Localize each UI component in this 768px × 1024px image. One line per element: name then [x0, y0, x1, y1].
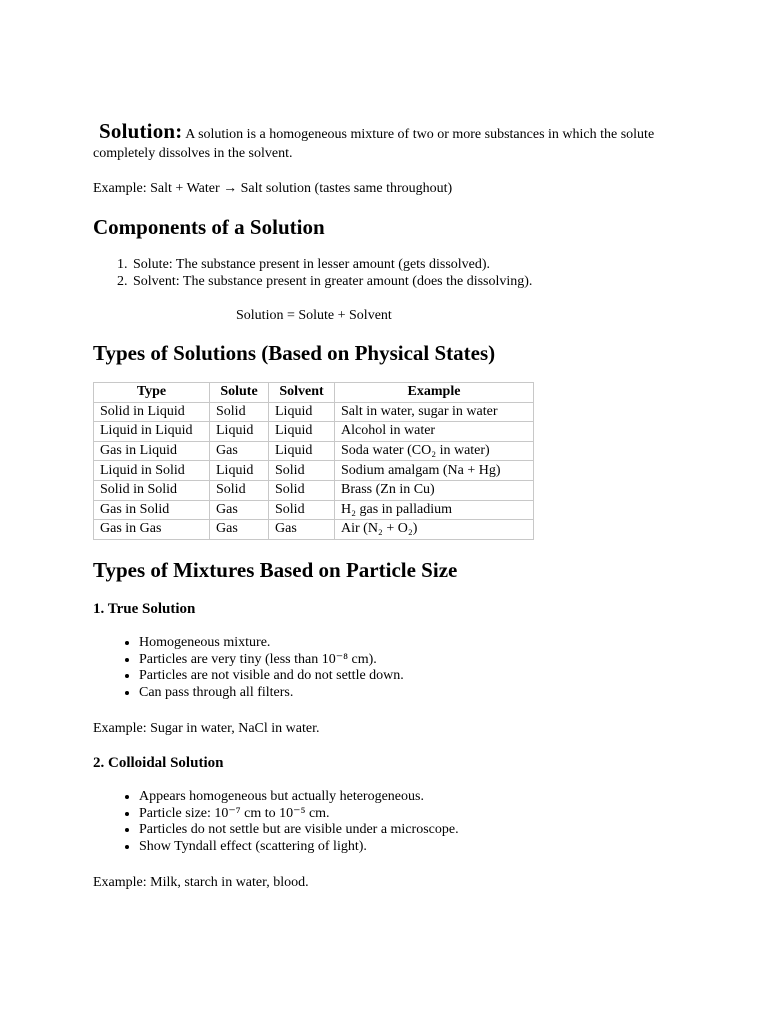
table-cell: Solid [269, 500, 335, 520]
true-solution-list-block [93, 635, 708, 701]
table-cell: Sodium amalgam (Na + Hg) [335, 461, 534, 481]
list-item: • Homogeneous mixture. [139, 635, 708, 652]
list-item: 2. Solvent: The substance present in greater amount (does the dissolving). [131, 273, 708, 290]
table-row [94, 461, 534, 481]
table-cell: Liquid [210, 422, 269, 442]
table-header-row [94, 383, 534, 403]
colloidal-list [93, 789, 708, 855]
list-item: • Particles are very tiny (less than 10⁻⁸ cm). [139, 652, 708, 669]
components-heading: Components of a Solution [93, 215, 325, 239]
colloidal-heading-block [93, 753, 708, 773]
table-row [94, 422, 534, 442]
types-table-wrap [93, 382, 534, 540]
table-cell: H₂ gas in palladium [335, 500, 534, 520]
column-header: Example [335, 383, 534, 403]
formula: Solution = Solute + Solvent [236, 308, 392, 323]
table-cell: Liquid [210, 461, 269, 481]
mixtures-section [93, 557, 708, 583]
intro-term: Solution: [99, 119, 183, 143]
table-row [94, 520, 534, 540]
table-cell: Liquid in Liquid [94, 422, 210, 442]
true-solution-example-block [93, 719, 708, 738]
mixtures-heading: Types of Mixtures Based on Particle Size [93, 558, 458, 582]
types-table [93, 382, 534, 540]
true-solution-heading: 1. True Solution [93, 601, 196, 617]
table-cell: Liquid in Solid [94, 461, 210, 481]
true-solution-example: Example: Sugar in water, NaCl in water. [93, 721, 320, 736]
list-item: • Particle size: 10⁻⁷ cm to 10⁻⁵ cm. [139, 806, 708, 823]
types-section [93, 340, 708, 366]
table-row [94, 500, 534, 520]
list-item: • Can pass through all filters. [139, 685, 708, 702]
table-cell: Gas [210, 520, 269, 540]
table-cell: Solid [269, 480, 335, 500]
table-cell: Solid [210, 402, 269, 422]
list-item: • Particles are not visible and do not settle down. [139, 668, 708, 685]
table-cell: Solid in Solid [94, 480, 210, 500]
list-item: • Show Tyndall effect (scattering of light). [139, 839, 708, 856]
intro-example-text: Example: Salt + Water → Salt solution (tastes same throughout) [93, 181, 453, 196]
table-cell: Soda water (CO₂ in water) [335, 441, 534, 461]
table-cell: Liquid [269, 441, 335, 461]
table-cell: Liquid [269, 402, 335, 422]
list-item: • Appears homogeneous but actually heterogeneous. [139, 789, 708, 806]
colloidal-heading: 2. Colloidal Solution [93, 755, 224, 771]
types-heading: Types of Solutions (Based on Physical States) [93, 341, 496, 365]
table-cell: Gas [269, 520, 335, 540]
column-header: Type [94, 383, 210, 403]
table-cell: Alcohol in water [335, 422, 534, 442]
true-solution-heading-block [93, 599, 708, 619]
table-cell: Solid in Liquid [94, 402, 210, 422]
colloidal-example: Example: Milk, starch in water, blood. [93, 875, 309, 890]
table-cell: Salt in water, sugar in water [335, 402, 534, 422]
table-cell: Solid [210, 480, 269, 500]
table-cell: Brass (Zn in Cu) [335, 480, 534, 500]
true-solution-list [93, 635, 708, 701]
table-row [94, 402, 534, 422]
colloidal-list-block [93, 789, 708, 855]
colloidal-example-block [93, 873, 708, 892]
intro-paragraph [93, 119, 708, 163]
table-cell: Gas in Liquid [94, 441, 210, 461]
intro-definition: A solution is a homogeneous mixture of two or more substances in which the solute completely dissolves in the solvent. [93, 127, 655, 161]
table-cell: Solid [269, 461, 335, 481]
table-row [94, 480, 534, 500]
column-header: Solute [210, 383, 269, 403]
list-item: 1. Solute: The substance present in lesser amount (gets dissolved). [131, 256, 708, 273]
list-item: • Particles do not settle but are visible under a microscope. [139, 822, 708, 839]
table-cell: Gas [210, 500, 269, 520]
components-list-block [93, 256, 708, 290]
intro-example [93, 179, 708, 198]
components-list [93, 256, 708, 290]
components-section [93, 214, 708, 240]
table-row [94, 441, 534, 461]
formula-block [236, 306, 392, 325]
table-cell: Gas in Gas [94, 520, 210, 540]
table-cell: Gas [210, 441, 269, 461]
table-cell: Air (N₂ + O₂) [335, 520, 534, 540]
column-header: Solvent [269, 383, 335, 403]
table-cell: Gas in Solid [94, 500, 210, 520]
table-cell: Liquid [269, 422, 335, 442]
